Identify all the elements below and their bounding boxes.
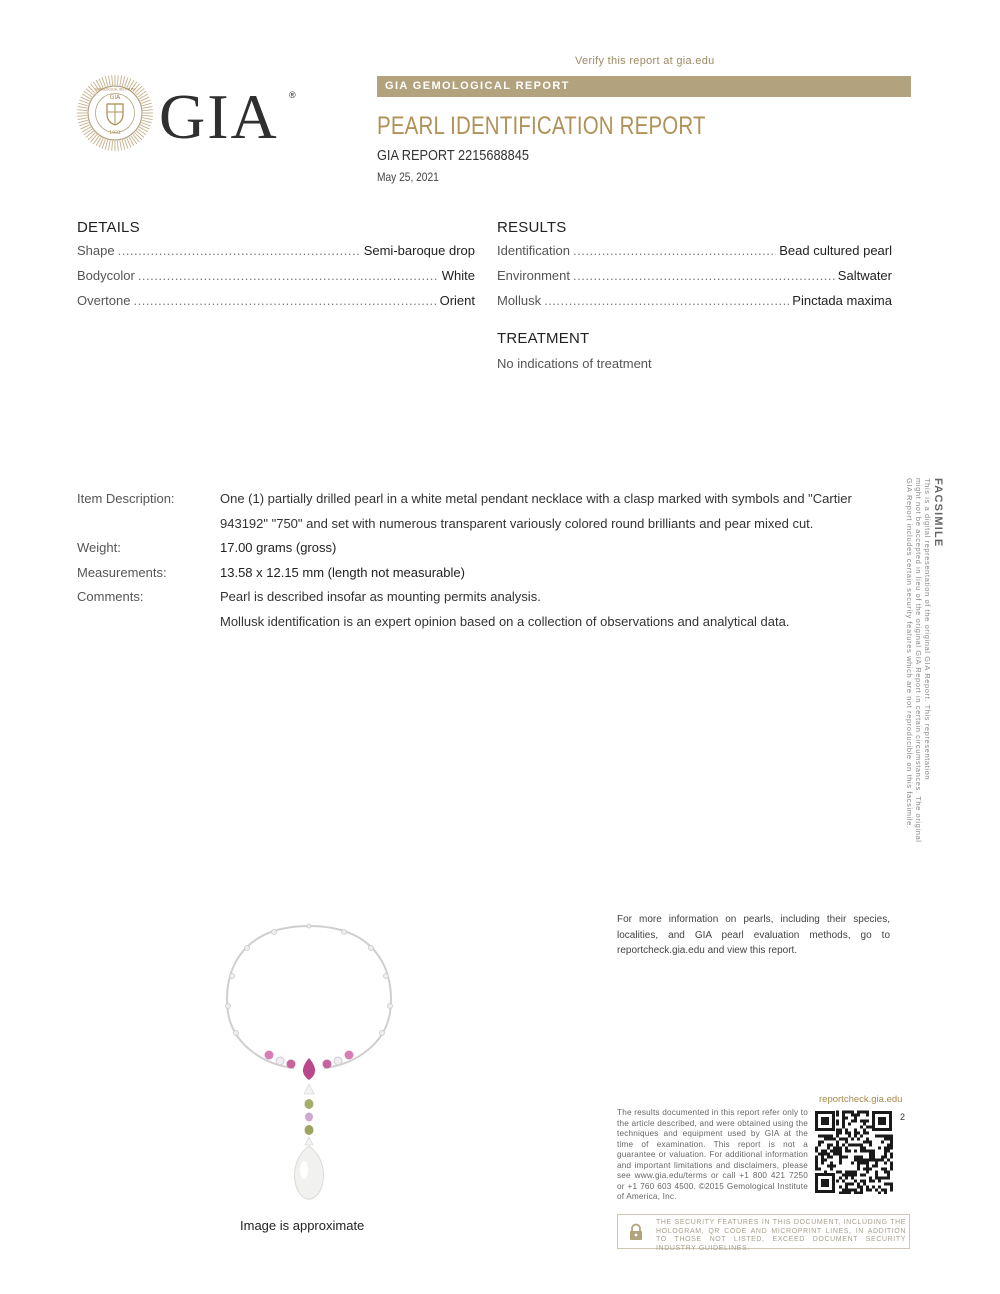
more-info-text: For more information on pearls, including their species, localities, and GIA pearl evaluation methods, go to reportcheck.gia.edu and view this report. xyxy=(617,914,890,956)
report-title: PEARL IDENTIFICATION REPORT xyxy=(377,112,706,140)
detail-row-bodycolor xyxy=(77,268,475,293)
result-value: Saltwater xyxy=(837,268,892,283)
weight-value: 17.00 grams (gross) xyxy=(220,540,337,556)
results-section xyxy=(497,219,892,318)
result-row-environment xyxy=(497,268,892,293)
detail-value: Orient xyxy=(439,293,475,308)
measurements-label: Measurements: xyxy=(77,564,167,580)
banner-text: GIA GEMOLOGICAL REPORT xyxy=(385,80,570,92)
qr-code-icon[interactable] xyxy=(814,1110,893,1194)
treatment-section xyxy=(497,330,892,371)
qr-page-number: 2 xyxy=(900,1112,906,1122)
weight-row xyxy=(77,536,877,561)
detail-label: Overtone xyxy=(77,293,131,308)
security-notice xyxy=(617,1214,910,1252)
gia-logo xyxy=(76,74,301,152)
facsimile-line-2: might not be accepted in lieu of the original GIA Report in certain circumstances. The original xyxy=(914,478,923,843)
treatment-text: No indications of treatment xyxy=(497,356,652,371)
result-label: Environment xyxy=(497,268,570,283)
comment-2: Mollusk identification is an expert opinion based on a collection of observations and analytical data. xyxy=(220,613,790,629)
seal-year: 1931 xyxy=(109,131,121,136)
item-description-row xyxy=(77,487,877,536)
leader-dots xyxy=(138,268,439,283)
result-label: Mollusk xyxy=(497,293,542,308)
results-title: RESULTS xyxy=(497,219,567,236)
leader-dots xyxy=(573,268,835,283)
report-banner xyxy=(377,76,911,97)
detail-value: Semi-baroque drop xyxy=(363,243,475,258)
security-text: THE SECURITY FEATURES IN THIS DOCUMENT, INCLUDING THE HOLOGRAM, QR CODE AND MICROPRINT LINES, IN ADDITION TO THOSE NOT LISTED, EXCEED DOCUMENT SECURITY INDUSTRY GUIDELINES. xyxy=(656,1219,906,1252)
details-section xyxy=(77,219,475,318)
seal-center-text: GIA xyxy=(109,94,121,101)
result-value: Pinctada maxima xyxy=(792,293,892,308)
details-title: DETAILS xyxy=(77,219,140,236)
logo-wordmark: GIA xyxy=(159,81,279,152)
item-description-value: One (1) partially drilled pearl in a white metal pendant necklace with a clasp marked with symbols and "Cartier 943192" "750" and set with numerous transparent variously colored round brilliants and pear mixed cut. xyxy=(220,491,852,531)
comments-row-2 xyxy=(77,610,877,635)
qr-code xyxy=(814,1110,893,1194)
detail-value: White xyxy=(441,268,475,283)
facsimile-line-3: GIA Report includes certain security features which are not reproducible on this facsimile. xyxy=(905,478,914,829)
comments-row xyxy=(77,585,877,610)
facsimile-notice xyxy=(905,478,944,843)
seal-top-text: GEMOLOGICAL INSTITUTE xyxy=(94,87,136,92)
necklace-image xyxy=(214,918,404,1208)
item-description-label: Item Description: xyxy=(77,491,175,506)
result-label: Identification xyxy=(497,243,570,258)
result-value: Bead cultured pearl xyxy=(779,243,892,258)
item-description-block xyxy=(77,487,877,635)
weight-label: Weight: xyxy=(77,540,121,556)
report-number: GIA REPORT 2215688845 xyxy=(377,147,529,164)
detail-row-shape xyxy=(77,243,475,268)
result-row-mollusk xyxy=(497,293,892,318)
facsimile-line-1: This is a digital representation of the original GIA Report. This representation xyxy=(923,478,932,781)
necklace-illustration xyxy=(214,918,404,1208)
lock-icon xyxy=(628,1223,644,1241)
leader-dots xyxy=(133,293,436,308)
verify-link[interactable]: Verify this report at gia.edu xyxy=(575,55,715,67)
treatment-title: TREATMENT xyxy=(497,330,590,347)
comment-1: Pearl is described insofar as mounting permits analysis. xyxy=(220,589,541,605)
leader-dots xyxy=(118,243,361,258)
registered-mark: ® xyxy=(289,90,296,100)
measurements-row xyxy=(77,561,877,586)
detail-row-overtone xyxy=(77,293,475,318)
result-row-identification xyxy=(497,243,892,268)
detail-label: Shape xyxy=(77,243,115,258)
disclaimer-text: The results documented in this report refer only to the article described, and were obtained using the techniques and equipment used by GIA at the time of examination. This report is not a guarantee or valuation. For additional information and important limitations and disclaimers, please see www.gia.edu/terms or call +1 800 421 7250 or +1 760 603 4500. ©2015 Gemological Institute of America, Inc. xyxy=(617,1108,808,1201)
detail-label: Bodycolor xyxy=(77,268,135,283)
leader-dots xyxy=(544,293,789,308)
report-date: May 25, 2021 xyxy=(377,170,439,184)
image-caption: Image is approximate xyxy=(240,1218,365,1233)
comments-label: Comments: xyxy=(77,589,144,605)
reportcheck-link[interactable]: reportcheck.gia.edu xyxy=(819,1094,903,1105)
gia-seal-icon xyxy=(76,74,301,152)
facsimile-title: FACSIMILE xyxy=(932,478,944,548)
leader-dots xyxy=(573,243,776,258)
measurements-value: 13.58 x 12.15 mm (length not measurable) xyxy=(220,564,465,580)
